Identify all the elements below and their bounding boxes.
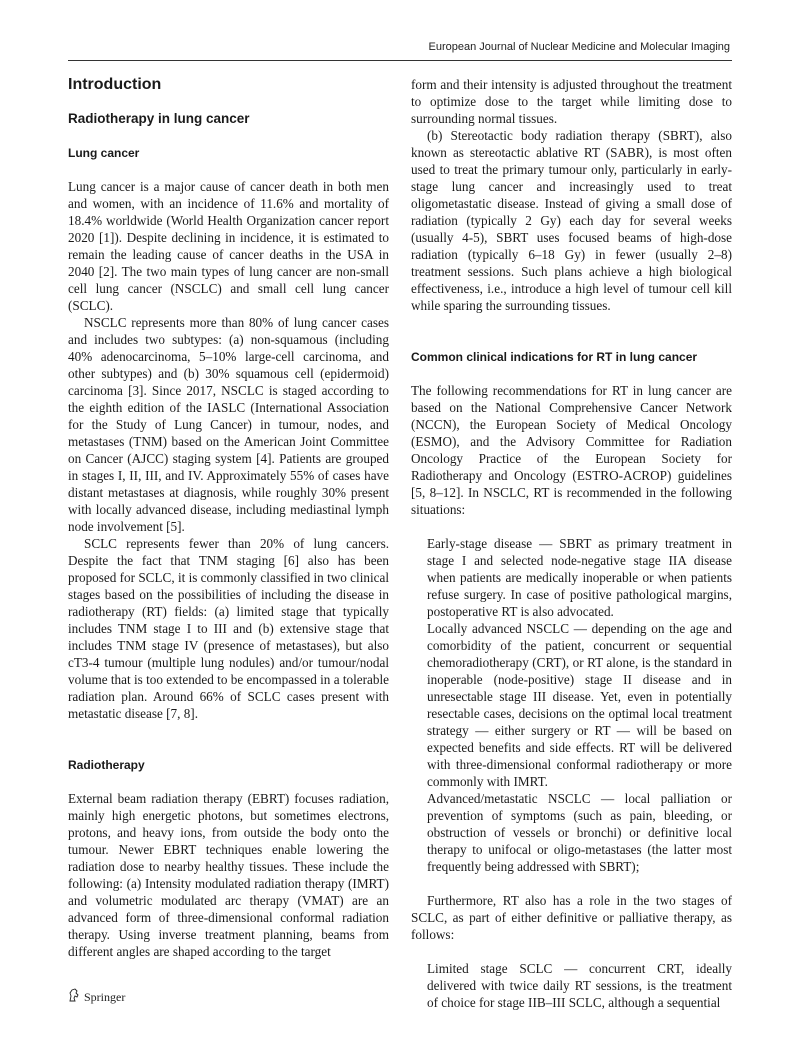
- paragraph-sbrt: (b) Stereotactic body radiation therapy (SBRT), also known as stereotactic ablative RT (SABR), is most often used to treat the primary tumour only, particularly in early-stage lung cancer and increasingly used to treat oligometastatic disease. Instead of giving a small dose of radiation (typically 2 Gy) each day for several weeks (usually 4-5), SBRT uses focused beams of high-dose radiation (typically 6–18 Gy) in fewer (usually 2–8) treatment sessions. Such plans achieve a high biological effectiveness, i.e., introduce a high level of tumour cell kill while sparing the surrounding tissues.: [411, 128, 732, 313]
- paragraph-sclc-role: Furthermore, RT also has a role in the two stages of SCLC, as part of either definitive or palliative therapy, as follows:: [411, 893, 732, 942]
- paragraph-sclc: SCLC represents fewer than 20% of lung cancers. Despite the fact that TNM staging [6] also has been proposed for SCLC, it is commonly classified in two clinical stages based on the possibilities of including the disease in radiotherapy (RT) fields: (a) limited stage that typically includes TNM stage I to III and (b) extensive stage that includes TNM stage IV (presence of metastases), but also cT3-4 tumour (multiple lung nodules) and/or tumour/nodal volume that is too extended to be encompassed in a tolerable radiation plan. Around 66% of SCLC cases present with metastatic disease [7, 8].: [68, 536, 389, 721]
- paragraph-ebrt-continued: form and their intensity is adjusted throughout the treatment to optimize dose to the target while limiting dose to surrounding normal tissues.: [411, 77, 732, 126]
- footer: [68, 988, 125, 1006]
- list-item-metastatic: Advanced/metastatic NSCLC — local palliation or prevention of symptoms (such as pain, bleeding, or obstruction of vessels or bronchi) or definitive local therapy to unifocal or oligo-metastases (the latter most frequently being addressed with SBRT);: [427, 791, 732, 874]
- subsubsection-heading-indications: Common clinical indications for RT in lung cancer: [411, 350, 698, 364]
- publisher-name: Springer: [84, 989, 126, 1004]
- subsubsection-heading-radiotherapy: Radiotherapy: [68, 758, 145, 772]
- list-item-early-stage: Early-stage disease — SBRT as primary treatment in stage I and selected node-negative stage IIA disease when patients are medically inoperable or when patients refuse surgery. In case of positive pathological margins, postoperative RT is also advocated.: [427, 536, 732, 619]
- paragraph-lung-cancer-intro: Lung cancer is a major cause of cancer death in both men and women, with an incidence of 11.6% and mortality of 18.4% worldwide (World Health Organization cancer report 2020 [1]). Despite declining in incidence, it is estimated to remain the leading cause of cancer deaths in the USA in 2040 [2]. The two main types of lung cancer are non-small cell lung cancer (NSCLC) and small cell lung cancer (SCLC).: [68, 179, 389, 313]
- paragraph-nsclc: NSCLC represents more than 80% of lung cancer cases and includes two subtypes: (a) non-squamous (including 40% adenocarcinoma, 5–10% large-cell carcinoma, and other subtypes) and (b) 30% squamous cell (epidermoid) carcinoma [3]. Since 2017, NSCLC is staged according to the eighth edition of the IASLC (International Association for the Study of Lung Cancer) in tumour, nodes, and metastases (TNM) based on the American Joint Committee on Cancer (AJCC) staging system [4]. Patients are grouped in stages I, II, III, and IV. Approximately 55% of cases have distant metastases at diagnosis, while roughly 30% present with locally advanced disease, including mediastinal lymph node involvement [5].: [68, 315, 389, 534]
- subsection-heading-radiotherapy-lung: Radiotherapy in lung cancer: [68, 111, 250, 126]
- right-column: [411, 76, 732, 1011]
- header-rule: [68, 60, 732, 61]
- subsubsection-heading-lung-cancer: Lung cancer: [68, 146, 140, 160]
- list-item-locally-advanced: Locally advanced NSCLC — depending on the age and comorbidity of the patient, concurrent or sequential chemoradiotherapy (CRT), or RT alone, is the standard in inoperable (node-positive) stage II disease and in unresectable stage III disease. Yet, even in potentially resectable cases, decisions on the optimal local treatment strategy — either surgery or RT — will be based on expected benefits and side effects. RT will be delivered with three-dimensional conformal radiotherapy or more commonly with IMRT.: [427, 621, 732, 789]
- paragraph-recommendations: The following recommendations for RT in lung cancer are based on the National Comprehensive Cancer Network (NCCN), the European Society of Medical Oncology (ESMO), and the Advisory Committee for Radiation Oncology Practice of the European Society for Radiotherapy and Oncology (ESTRO-ACROP) guidelines [5, 8–12]. In NSCLC, RT is recommended in the following situations:: [411, 383, 732, 517]
- left-column: [68, 76, 389, 960]
- section-heading-introduction: Introduction: [68, 76, 162, 93]
- list-item-limited-stage-sclc: Limited stage SCLC — concurrent CRT, ideally delivered with twice daily RT sessions, is the treatment of choice for stage IIB–III SCLC, although a sequential: [427, 961, 732, 1010]
- paragraph-ebrt: External beam radiation therapy (EBRT) focuses radiation, mainly high energetic photons, but sometimes electrons, protons, and heavy ions, from outside the body onto the tumour. Newer EBRT techniques enable lowering the radiation dose to nearby healthy tissues. These include the following: (a) Intensity modulated radiation therapy (IMRT) and volumetric modulated arc therapy (VMAT) are an advanced form of three-dimensional conformal radiation therapy. Using inverse treatment planning, beams from different angles are shaped according to the target: [68, 791, 389, 959]
- springer-horse-icon: [68, 988, 80, 1006]
- journal-title: European Journal of Nuclear Medicine and Molecular Imaging: [428, 41, 730, 53]
